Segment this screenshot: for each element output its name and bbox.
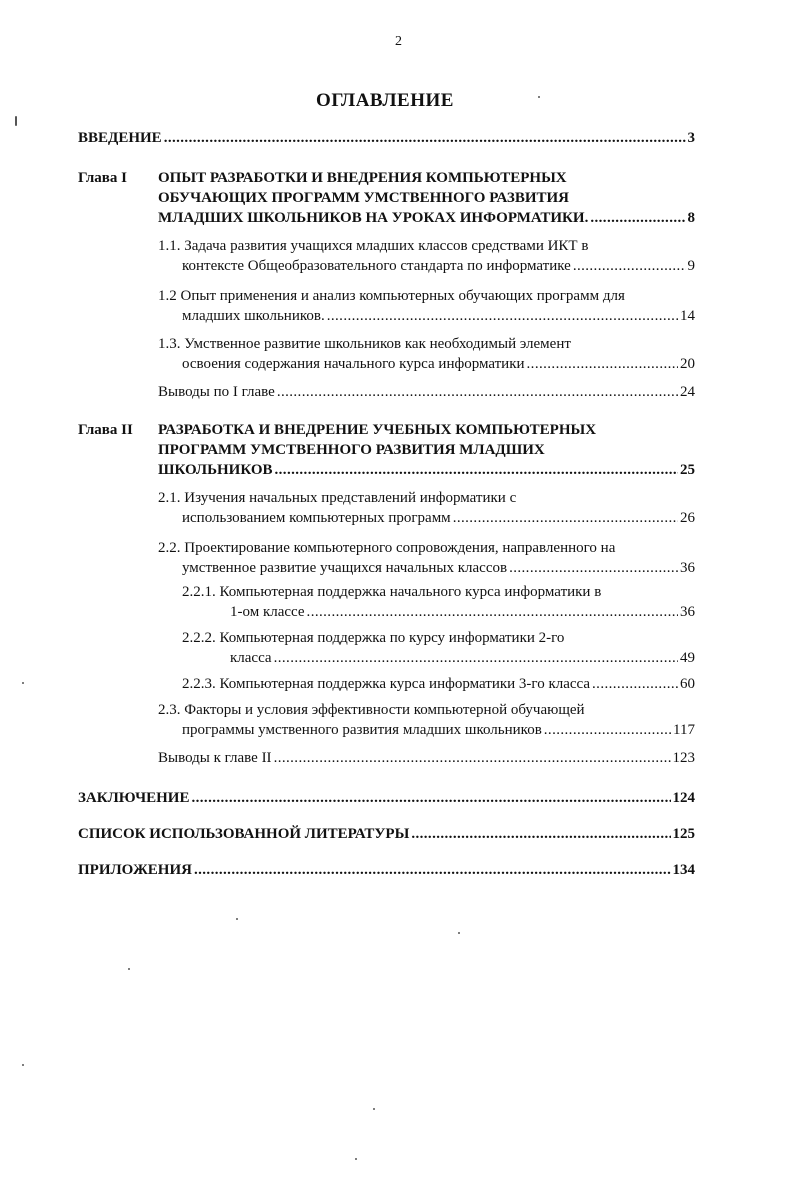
chapter-1-title-line1[interactable]: ОПЫТ РАЗРАБОТКИ И ВНЕДРЕНИЯ КОМПЬЮТЕРНЫХ (158, 170, 567, 186)
entry-page: 123 (672, 750, 695, 766)
scan-artifact (236, 918, 238, 920)
section-2-3-line1[interactable]: 2.3. Факторы и условия эффективности компьютерной обучающей (158, 702, 585, 718)
dot-leader (544, 720, 671, 740)
scan-artifact (355, 1158, 357, 1160)
chapter-1-title-line2[interactable]: ОБУЧАЮЩИХ ПРОГРАММ УМСТВЕННОГО РАЗВИТИЯ (158, 190, 570, 206)
entry-page: 125 (672, 826, 695, 842)
toc-entry-references[interactable] (78, 824, 695, 844)
entry-page: 25 (680, 462, 695, 478)
entry-label: 1-ом классе (230, 604, 305, 620)
entry-page: 26 (680, 510, 695, 526)
scan-artifact (22, 1064, 24, 1066)
scan-artifact (15, 116, 17, 126)
dot-leader (191, 788, 670, 808)
toc-title: ОГЛАВЛЕНИЕ (316, 90, 454, 111)
entry-label: использованием компьютерных программ (182, 510, 451, 526)
toc-entry-section-2-3[interactable] (182, 720, 695, 740)
entry-label: младших школьников. (182, 308, 325, 324)
dot-leader (509, 558, 678, 578)
toc-entry-subsection-2-2-3[interactable] (182, 674, 695, 694)
section-1-3-line1[interactable]: 1.3. Умственное развитие школьников как необходимый элемент (158, 336, 571, 352)
section-1-1-line1[interactable]: 1.1. Задача развития учащихся младших классов средствами ИКТ в (158, 238, 589, 254)
section-2-1-line1[interactable]: 2.1. Изучения начальных представлений информатики с (158, 490, 517, 506)
entry-page: 20 (680, 356, 695, 372)
dot-leader (277, 382, 678, 402)
dot-leader (592, 674, 678, 694)
dot-leader (307, 602, 678, 622)
entry-label: освоения содержания начального курса информатики (182, 356, 525, 372)
chapter-2-title-line2[interactable]: ПРОГРАММ УМСТВЕННОГО РАЗВИТИЯ МЛАДШИХ (158, 442, 545, 458)
dot-leader (411, 824, 670, 844)
scan-artifact (22, 682, 24, 684)
dot-leader (194, 860, 671, 880)
entry-page: 36 (680, 604, 695, 620)
scan-artifact (538, 96, 540, 98)
entry-page: 117 (673, 722, 695, 738)
toc-entry-section-2-1[interactable] (182, 508, 695, 528)
toc-entry-section-1-1[interactable] (182, 256, 695, 276)
dot-leader (453, 508, 678, 528)
entry-page: 36 (680, 560, 695, 576)
scan-artifact (128, 968, 130, 970)
entry-label: класса (230, 650, 272, 666)
section-1-2-line1[interactable]: 1.2 Опыт применения и анализ компьютерных обучающих программ для (158, 288, 625, 304)
entry-label: Выводы к главе II (158, 750, 272, 766)
chapter-2-label: Глава II (78, 422, 133, 438)
entry-label: 2.2.3. Компьютерная поддержка курса информатики 3-го класса (182, 676, 591, 692)
subsection-2-2-2-line1[interactable]: 2.2.2. Компьютерная поддержка по курсу информатики 2-го (182, 630, 565, 646)
toc-entry-section-1-2[interactable] (182, 306, 695, 326)
entry-label: СПИСОК ИСПОЛЬЗОВАННОЙ ЛИТЕРАТУРЫ (78, 826, 410, 842)
entry-page: 134 (672, 862, 695, 878)
toc-entry-subsection-2-2-2[interactable] (230, 648, 695, 668)
entry-page: 3 (687, 130, 695, 146)
entry-page: 24 (680, 384, 695, 400)
scan-artifact (458, 932, 460, 934)
toc-entry-subsection-2-2-1[interactable] (230, 602, 695, 622)
entry-page: 9 (687, 258, 695, 274)
entry-page: 49 (680, 650, 695, 666)
entry-page: 124 (672, 790, 695, 806)
entry-label: ЗАКЛЮЧЕНИЕ (78, 790, 190, 806)
entry-label: умственное развитие учащихся начальных классов (182, 560, 508, 576)
scan-artifact (373, 1108, 375, 1110)
dot-leader (274, 648, 678, 668)
page-number: 2 (395, 34, 402, 49)
entry-label: программы умственного развития младших школьников (182, 722, 542, 738)
subsection-2-2-1-line1[interactable]: 2.2.1. Компьютерная поддержка начального курса информатики в (182, 584, 602, 600)
dot-leader (327, 306, 678, 326)
entry-label: ПРИЛОЖЕНИЯ (78, 862, 192, 878)
entry-label: МЛАДШИХ ШКОЛЬНИКОВ НА УРОКАХ ИНФОРМАТИКИ. (158, 210, 589, 226)
chapter-1-label: Глава I (78, 170, 127, 186)
dot-leader (590, 208, 685, 228)
entry-page: 8 (687, 210, 695, 226)
chapter-2-title-line1[interactable]: РАЗРАБОТКА И ВНЕДРЕНИЕ УЧЕБНЫХ КОМПЬЮТЕРНЫХ (158, 422, 597, 438)
toc-entry-conclusion[interactable] (78, 788, 695, 808)
toc-entry-section-1-3[interactable] (182, 354, 695, 374)
entry-page: 14 (680, 308, 695, 324)
toc-entry-chapter-1[interactable] (158, 208, 695, 228)
toc-entry-introduction[interactable] (78, 128, 695, 148)
entry-label: контексте Общеобразовательного стандарта по информатике (182, 258, 571, 274)
entry-label: Выводы по I главе (158, 384, 275, 400)
dot-leader (164, 128, 686, 148)
entry-label: ВВЕДЕНИЕ (78, 130, 162, 146)
dot-leader (275, 460, 679, 480)
toc-entry-chapter-2-conclusion[interactable] (158, 748, 695, 768)
toc-entry-chapter-2[interactable] (158, 460, 695, 480)
entry-page: 60 (680, 676, 695, 692)
dot-leader (573, 256, 686, 276)
dot-leader (274, 748, 671, 768)
toc-entry-appendices[interactable] (78, 860, 695, 880)
toc-entry-chapter-1-conclusion[interactable] (158, 382, 695, 402)
toc-entry-section-2-2[interactable] (182, 558, 695, 578)
section-2-2-line1[interactable]: 2.2. Проектирование компьютерного сопровождения, направленного на (158, 540, 616, 556)
entry-label: ШКОЛЬНИКОВ (158, 462, 273, 478)
dot-leader (527, 354, 678, 374)
